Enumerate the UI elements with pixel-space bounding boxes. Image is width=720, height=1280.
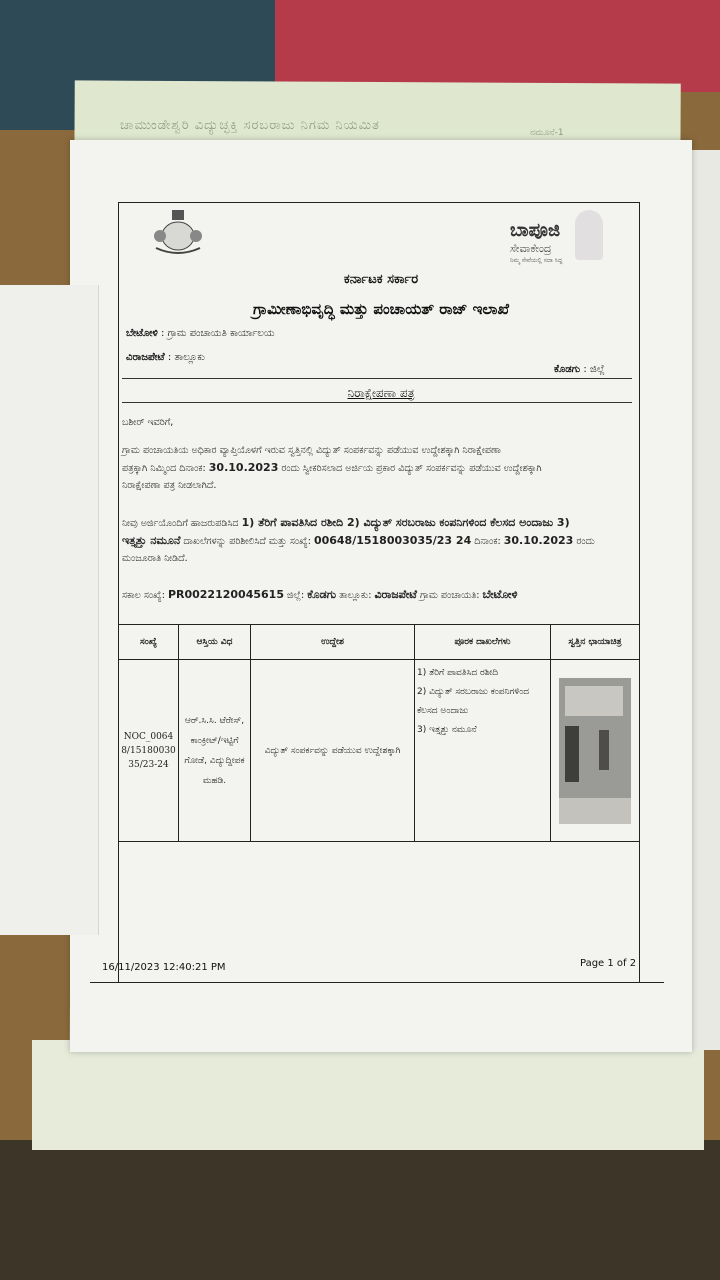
para2-text-4: ರಂದು (573, 536, 595, 547)
table-header-row (119, 625, 640, 660)
rule-top (122, 378, 632, 379)
document-item: 3) ಇತ್ತೃತ್ತು ನಮೂನೆ (417, 725, 477, 735)
header-purpose: ಉದ್ದೇಶ (251, 625, 415, 660)
office-label: ಬೇಟೋಳಿ (126, 328, 158, 339)
para2-docs: 1) ತೆರಿಗೆ ಪಾವತಿಸಿದ ರಶೀದಿ 2) ವಿದ್ಯುತ್ ಸರಬರಾಜು ಕಂಪನಿಗಳಿಂದ ಕೆಲಸದ ಅಂದಾಜು 3) (241, 516, 570, 529)
taluk-line (126, 352, 205, 363)
property-photo (559, 678, 631, 824)
green-sheet-header-right: ನಮೂನೆ-1 (530, 128, 564, 138)
para2-end: ಮಂಜೂರಾತಿ ನೀಡಿದೆ. (122, 553, 188, 564)
para1-text: ಪತ್ರಕ್ಕಾಗಿ ನಿಮ್ಮಿಂದ ದಿನಾಂಕ: (122, 463, 206, 474)
ref-taluk: ವಿರಾಜಪೇಟೆ (374, 588, 417, 601)
logo-tagline: ನಿಮ್ಮ ಸೇವೆಯಲ್ಲಿ ಸದಾ ಸಿದ್ಧ (510, 257, 563, 264)
sakala-label: ಸಕಾಲ ಸಂಖ್ಯೆ: (122, 590, 168, 601)
district-line (554, 364, 605, 375)
green-sheet-header: ಚಾಮುಂಡೇಶ್ವರಿ ವಿದ್ಯುಚ್ಛಕ್ತಿ ಸರಬರಾಜು ನಿಗಮ ನಿಯಮಿತ (120, 118, 380, 133)
district-value: : ಜಿಲ್ಲೆ (580, 364, 605, 375)
ref-gp-label: ಗ್ರಾಮ ಪಂಚಾಯತಿ: (416, 590, 483, 601)
district-label: ಕೊಡಗು (554, 364, 581, 375)
rule-bottom (122, 402, 632, 403)
para1-text-cont: ರಂದು ಸ್ವೀಕರಿಸಲಾದ ಅರ್ಜಿಯ ಪ್ರಕಾರ ವಿದ್ಯುತ್ ಸಂಪರ್ಕವನ್ನು ಪಡೆಯುವ ಉದ್ದೇಶಕ್ಕಾಗಿ (278, 463, 542, 474)
para2-text-2: ದಾಖಲೆಗಳನ್ನು ಪರಿಶೀಲಿಸಿದೆ ಮತ್ತು ಸಂಖ್ಯೆ: (180, 536, 314, 547)
paper-stack-bottom (32, 1040, 704, 1150)
para1-line1: ಗ್ರಾಮ ಪಂಚಾಯತಿಯ ಅಧಿಕಾರ ವ್ಯಾಪ್ತಿಯೊಳಗೆ ಇರುವ ಸ್ವತ್ತಿನಲ್ಲಿ ವಿದ್ಯುತ್ ಸಂಪರ್ಕವನ್ನು ಪಡೆಯುವ ಉದ್ದೇಶಕ್ಕಾಗಿ ನಿರಾಕ್ಷೇಪಣಾ (122, 445, 501, 456)
taluk-label: ವಿರಾಜಪೇಟೆ (126, 352, 165, 363)
header-property-type: ಆಸ್ತಿಯ ವಿಧ (179, 625, 251, 660)
table-row (119, 660, 640, 842)
logo-name: ಬಾಪೂಜಿ (510, 220, 561, 241)
photo-door (565, 726, 579, 782)
supporting-documents (415, 660, 551, 842)
header-number: ಸಂಖ್ಯೆ (119, 625, 179, 660)
application-date: 30.10.2023 (208, 461, 279, 474)
paragraph-2 (122, 514, 632, 567)
department-title: ಗ್ರಾಮೀಣಾಭಿವೃದ್ಧಿ ಮತ್ತು ಪಂಚಾಯತ್ ರಾಜ್ ಇಲಾಖೆ (253, 300, 509, 318)
para2-form: ಇತ್ತೃತ್ತು ನಮೂನೆ (122, 534, 181, 547)
purpose: ವಿದ್ಯುತ್ ಸಂಪರ್ಕವನ್ನು ಪಡೆಯುವ ಉದ್ದೇಶಕ್ಕಾಗಿ (251, 660, 415, 842)
para2-text: ನೀವು ಅರ್ಜಿಯೊಂದಿಗೆ ಹಾಜರುಪಡಿಸಿದ (122, 518, 242, 529)
folded-page-left (0, 285, 99, 935)
document-bottom-rule (90, 982, 664, 983)
page-number: Page 1 of 2 (580, 958, 637, 969)
desk-shadow (0, 1140, 720, 1280)
noc-number: NOC_00648/1518003035/23-24 (119, 660, 179, 842)
government-title: ಕರ್ನಾಟಕ ಸರ್ಕಾರ (343, 272, 419, 287)
document-item: 2) ವಿದ್ಯುತ್ ಸರಬರಾಜು ಕಂಪನಿಗಳಿಂದ ಕೆಲಸದ ಅಂದಾಜು (417, 687, 530, 716)
para1-end: ನಿರಾಕ್ಷೇಪಣಾ ಪತ್ರ ನೀಡಲಾಗಿದೆ. (122, 480, 217, 491)
photo-window (599, 730, 609, 770)
print-timestamp: 16/11/2023 12:40:21 PM (102, 962, 226, 973)
salutation: ಬಶೀರ್ ಇವರಿಗೆ, (122, 417, 174, 428)
sanction-number: 00648/1518003035/23 24 (313, 534, 472, 547)
sakala-number: PR0022120045615 (167, 588, 284, 601)
office-line (126, 328, 275, 339)
ref-district-label: ಜಿಲ್ಲೆ: (283, 590, 308, 601)
karnataka-emblem-icon (148, 206, 208, 258)
ref-gp: ಬೇಟೋಳಿ (482, 588, 518, 601)
sanction-date: 30.10.2023 (503, 534, 574, 547)
photo-ground (559, 798, 631, 824)
red-folder (275, 0, 720, 92)
para2-text-3: ದಿನಾಂಕ: (471, 536, 504, 547)
paragraph-1 (122, 442, 632, 494)
photo-wall (565, 686, 623, 716)
reference-line (122, 586, 632, 604)
document-subject: ನಿರಾಕ್ಷೇಪಣಾ ಪತ್ರ (347, 386, 415, 400)
header-photo: ಸ್ವತ್ತಿನ ಛಾಯಾಚಿತ್ರ (551, 625, 640, 660)
logo-subtitle: ಸೇವಾಕೇಂದ್ರ (510, 242, 552, 255)
bapuji-logo-icon (575, 210, 603, 260)
noc-document (70, 140, 692, 1052)
ref-district: ಕೊಡಗು (307, 588, 337, 601)
property-type: ಆರ್.ಸಿ.ಸಿ. ಟೆರೇಸ್, ಕಾಂಕ್ರೀಟ್/ಇಟ್ಟಿಗೆ ಗೋಡೆ, ವಿದ್ಯುದ್ದೀಪಕ ಮಹಡಿ. (179, 660, 251, 842)
taluk-value: : ತಾಲ್ಲೂಕು (164, 352, 205, 363)
document-item: 1) ತೆರಿಗೆ ಪಾವತಿಸಿದ ರಶೀದಿ (417, 668, 499, 678)
office-value: : ಗ್ರಾಮ ಪಂಚಾಯತಿ ಕಾರ್ಯಾಲಯ (157, 328, 275, 339)
ref-taluk-label: ತಾಲ್ಲೂಕು: (336, 590, 375, 601)
header-documents: ಪೂರಕ ದಾಖಲೆಗಳು (415, 625, 551, 660)
property-photo-cell (551, 660, 640, 842)
property-table (118, 624, 640, 842)
